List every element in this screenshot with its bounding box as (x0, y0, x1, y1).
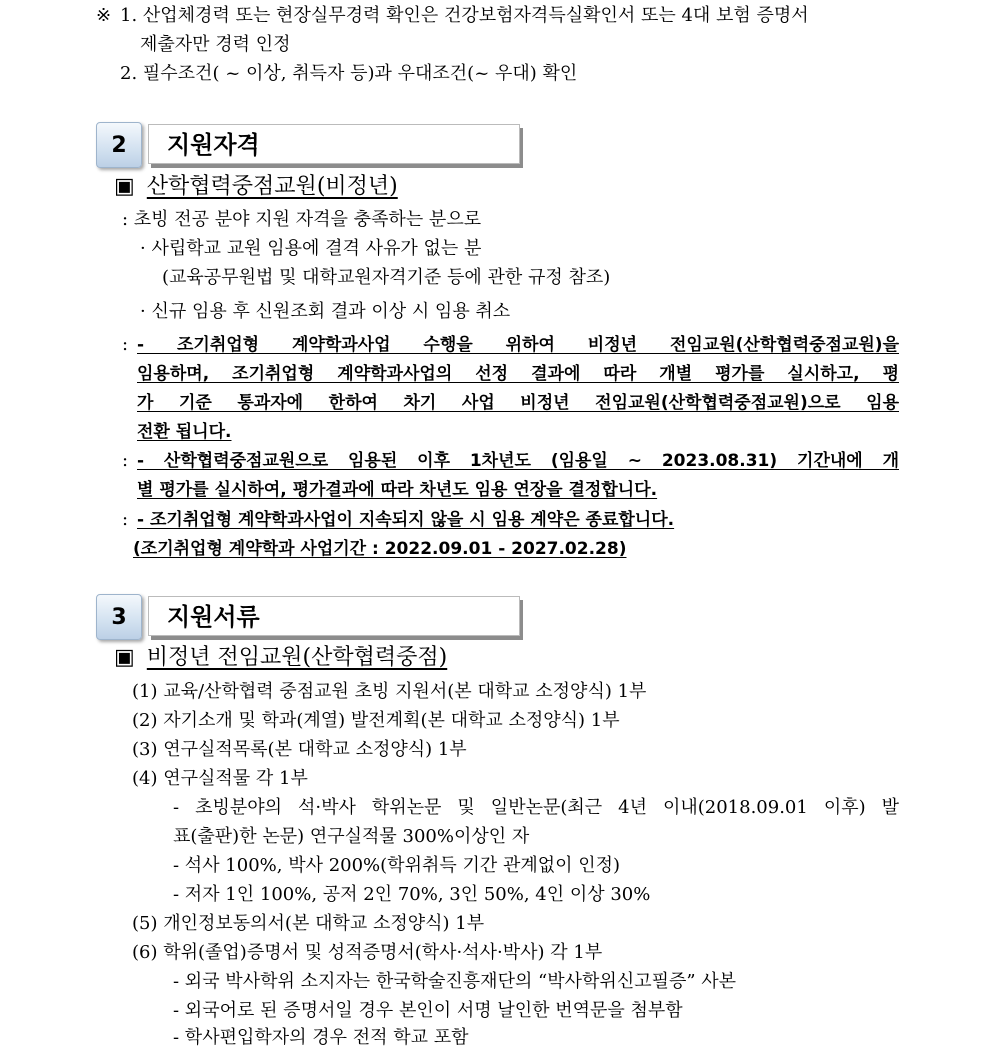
document-subitem: - 저자 1인 100%, 공저 2인 70%, 3인 50%, 4인 이상 30% (173, 884, 651, 905)
square-bullet-icon: ▣ (114, 645, 135, 670)
subsection-title: 산학협력중점교원(비정년) (146, 174, 398, 199)
document-item: (4) 연구실적물 각 1부 (132, 768, 308, 789)
qualification-intro: : 초빙 전공 분야 지원 자격을 충족하는 분으로 (122, 209, 482, 230)
contract-paragraph-line: 임용하며, 조기취업형 계약학과사업의 선정 결과에 따라 개별 평가를 실시하고, 평 (137, 364, 899, 384)
document-subitem: - 초빙분야의 석·박사 학위논문 및 일반논문(최근 4년 이내(2018.09.01 이후) 발 (173, 797, 899, 818)
contract-paragraph-line: 전환 됩니다. (137, 422, 232, 442)
qualification-note: (교육공무원법 및 대학교원자격기준 등에 관한 규정 참조) (162, 267, 611, 288)
evaluation-paragraph-line: - 산학협력중점교원으로 임용된 이후 1차년도 (임용일 ~ 2023.08.31) 기간내에 개 (137, 451, 899, 471)
square-bullet-icon: ▣ (114, 174, 135, 199)
subsection-title: 비정년 전임교원(산학협력중점) (146, 645, 448, 670)
paragraph-colon: : (122, 450, 129, 471)
contract-paragraph-line: 가 기준 통과자에 한하여 차기 사업 비정년 전임교원(산학협력중점교원)으로 임용 (137, 393, 899, 413)
document-item: (1) 교육/산학협력 중점교원 초빙 지원서(본 대학교 소정양식) 1부 (132, 681, 647, 702)
document-item: (2) 자기소개 및 학과(계열) 발전계획(본 대학교 소정양식) 1부 (132, 710, 620, 731)
document-subitem: - 석사 100%, 박사 200%(학위취득 기간 관계없이 인정) (173, 855, 621, 876)
document-item: (5) 개인정보동의서(본 대학교 소정양식) 1부 (132, 913, 485, 934)
contract-paragraph-line: - 조기취업형 계약학과사업 수행을 위하여 비정년 전임교원(산학협력중점교원)을 (137, 335, 899, 355)
note-1-line-2: 제출자만 경력 인정 (140, 34, 291, 55)
project-period: (조기취업형 계약학과 사업기간 : 2022.09.01 - 2027.02.28) (133, 539, 627, 559)
qualification-item: · 신규 임용 후 신원조회 결과 이상 시 임용 취소 (140, 301, 511, 322)
document-subitem: - 외국 박사학위 소지자는 한국학술진흥재단의 “박사학위신고필증” 사본 (173, 971, 737, 992)
subsection-heading (114, 643, 447, 673)
note-mark: ※ (96, 5, 112, 26)
document-item: (6) 학위(졸업)증명서 및 성적증명서(학사·석사·박사) 각 1부 (132, 942, 603, 963)
note-1-line-1: 1. 산업체경력 또는 현장실무경력 확인은 건강보험자격득실확인서 또는 4대 보험 증명서 (120, 5, 809, 26)
note-2: 2. 필수조건( ~ 이상, 취득자 등)과 우대조건(~ 우대) 확인 (120, 63, 578, 84)
document-subitem: - 외국어로 된 증명서일 경우 본인이 서명 날인한 번역문을 첨부함 (173, 1000, 683, 1021)
paragraph-colon: : (122, 334, 129, 355)
document-item: (3) 연구실적목록(본 대학교 소정양식) 1부 (132, 739, 467, 760)
section-number-badge: 3 (96, 594, 142, 640)
termination-paragraph-line: - 조기취업형 계약학과사업이 지속되지 않을 시 임용 계약은 종료합니다. (137, 510, 675, 530)
evaluation-paragraph-line: 별 평가를 실시하여, 평가결과에 따라 차년도 임용 연장을 결정합니다. (137, 480, 658, 500)
qualification-item: · 사립학교 교원 임용에 결격 사유가 없는 분 (140, 238, 482, 259)
paragraph-colon: : (122, 509, 129, 530)
document-subitem: 표(출판)한 논문) 연구실적물 300%이상인 자 (173, 826, 530, 847)
section-title: 지원자격 (148, 124, 520, 164)
document-subitem: - 학사편입학자의 경우 전적 학교 포함 (173, 1027, 469, 1048)
section-number-badge: 2 (96, 122, 142, 168)
subsection-heading (114, 172, 398, 202)
section-title: 지원서류 (148, 596, 520, 636)
